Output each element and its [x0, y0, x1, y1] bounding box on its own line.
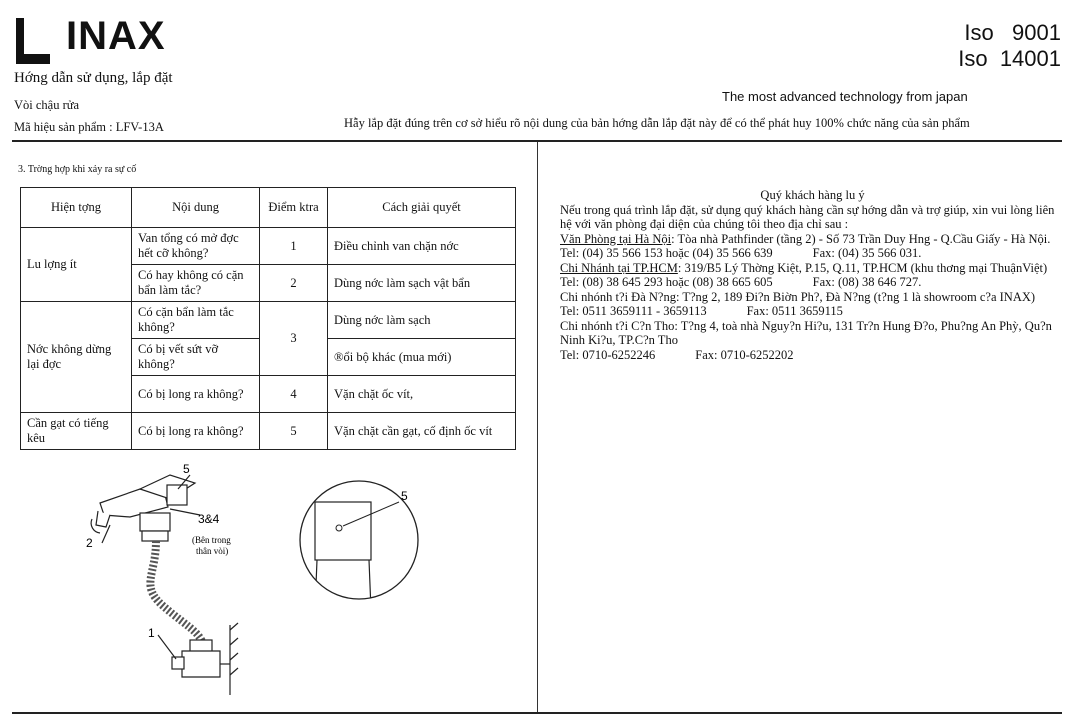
table-row — [21, 228, 516, 265]
detail-diagram — [295, 480, 435, 610]
nut-shape — [142, 531, 168, 541]
contact-heading: Quý khách hàng lu ý — [760, 188, 865, 202]
header-solution: Cách giải quyết — [328, 188, 516, 228]
hanoi-label: Văn Phòng tại Hà Nội — [560, 231, 672, 246]
cantho-phone-line — [560, 348, 1065, 363]
hanoi-tel: Tel: (04) 35 566 153 hoặc (04) 35 566 639 — [560, 246, 773, 260]
header-content: Nội dung — [132, 188, 260, 228]
check-cell: 2 — [260, 265, 328, 302]
solution-cell: ®ổi bộ khác (mua mới) — [328, 339, 516, 376]
column-divider — [537, 142, 538, 712]
check-cell: 3 — [260, 302, 328, 376]
hanoi-phone-line — [560, 246, 1065, 261]
bottom-divider — [12, 712, 1062, 714]
hcm-office — [560, 261, 1065, 276]
product-code: Mã hiệu sản phẩm : LFV-13A — [14, 120, 164, 134]
faucet-diagram — [70, 455, 260, 705]
danang-address: Chi nhónh t?i Đà N?ng: T?ng 2, 189 Đi?n Biờn Ph?, Đà N?ng (t?ng 1 là showroom c?a INAX) — [560, 289, 1036, 304]
hcm-phone-line — [560, 275, 1065, 290]
symptom-cell: Lu lợng ít — [21, 228, 132, 302]
callout-5: 5 — [183, 462, 190, 476]
valve-knob-shape — [172, 657, 184, 669]
callout-3-4: 3&4 — [198, 512, 220, 526]
table-row — [21, 413, 516, 450]
table-header-row — [21, 188, 516, 228]
iso-9001: Iso 9001 — [964, 20, 1061, 45]
header-symptom: Hiện tợng — [21, 188, 132, 228]
troubleshooting-table — [20, 187, 516, 450]
content-cell: Van tổng có mở đợc hết cỡ không? — [132, 228, 260, 265]
product-name: Vòi chậu rửa — [14, 98, 80, 112]
callout-2: 2 — [86, 536, 93, 550]
table-row — [21, 302, 516, 339]
inax-logo — [14, 10, 164, 66]
contact-intro: Nếu trong quá trình lắp đặt, sử dụng quý khách hàng cần sự hớng dẫn và trợ giúp, xin vui lòng liên hệ với văn phòng đại diện của chúng tôi theo địa chỉ sau : — [560, 202, 1055, 231]
hanoi-fax: Fax: (04) 35 566 031. — [812, 246, 922, 260]
check-cell: 5 — [260, 413, 328, 450]
solution-cell: Vặn chặt cần gạt, cố định ốc vít — [328, 413, 516, 450]
danang-fax: Fax: 0511 3659115 — [746, 304, 843, 318]
hanoi-address: : Tòa nhà Pathfinder (tầng 2) - Số 73 Trần Duy Hng - Q.Cầu Giấy - Hà Nội. — [671, 231, 1051, 246]
solution-cell: Điều chỉnh van chặn nớc — [328, 228, 516, 265]
stop-valve-shape — [182, 651, 220, 677]
handle-block-shape — [315, 502, 371, 560]
cantho-tel: Tel: 0710-6252246 — [560, 347, 656, 362]
iso-14001: Iso 14001 — [958, 46, 1061, 71]
callout-1: 1 — [148, 626, 155, 640]
hcm-fax: Fax: (08) 38 646 727. — [812, 275, 922, 289]
brand-name: INAX — [66, 14, 166, 58]
faucet-cap-shape — [167, 485, 187, 505]
contact-block — [560, 188, 1065, 362]
cantho-fax: Fax: 0710-6252202 — [695, 347, 794, 362]
header-check-point: Điểm ktra — [260, 188, 328, 228]
symptom-cell: Nớc không dừng lại đợc — [21, 302, 132, 413]
content-cell: Có bị long ra không? — [132, 376, 260, 413]
section-title: 3. Trờng hợp khi xảy ra sự cố — [18, 164, 137, 175]
hose-nut-shape — [190, 640, 212, 652]
tagline: The most advanced technology from japan — [722, 89, 968, 104]
hcm-tel: Tel: (08) 38 645 293 hoặc (08) 38 665 605 — [560, 275, 773, 289]
hanoi-office — [560, 232, 1065, 247]
content-cell: Có bị vết sứt vỡ không? — [132, 339, 260, 376]
base-shape — [140, 513, 170, 531]
document-title: Hớng dẫn sử dụng, lắp đặt — [14, 70, 173, 86]
symptom-cell: Cần gạt có tiếng kêu — [21, 413, 132, 450]
hcm-address: : 319/B5 Lý Thờng Kiệt, P.15, Q.11, TP.HCM (khu thơng mại ThuậnViệt) — [677, 260, 1048, 275]
solution-cell: Vặn chặt ốc vít, — [328, 376, 516, 413]
content-cell: Có cặn bẩn làm tắc không? — [132, 302, 260, 339]
content-cell: Có hay không có cặn bẩn làm tắc? — [132, 265, 260, 302]
solution-cell: Dùng nớc làm sạch vật bẩn — [328, 265, 516, 302]
cantho-address: Chi nhónh t?i C?n Tho: T?ng 4, toà nhà Nguy?n Hi?u, 131 Tr?n Hung Đ?o, Phu?ng An Phỳ, Qu?n Ninh Ki?u, TP.C?n Tho — [560, 318, 1052, 347]
check-cell: 1 — [260, 228, 328, 265]
inside-note-line2: thân vòi) — [196, 546, 229, 556]
content-cell: Có bị long ra không? — [132, 413, 260, 450]
danang-tel: Tel: 0511 3659111 - 3659113 — [560, 304, 707, 318]
danang-phone-line — [560, 304, 1065, 319]
solution-cell: Dùng nớc làm sạch — [328, 302, 516, 339]
logo-mark-icon — [14, 14, 54, 66]
hcm-label: Chi Nhánh tại TP.HCM — [560, 260, 678, 275]
install-note: Hẫy lắp đặt đúng trên cơ sở hiểu rõ nội dung của bản hớng dẫn lắp đặt này để có thể phát huy 100% chức năng của sản phẩm — [344, 116, 970, 130]
inside-note-line1: (Bên trong — [192, 535, 231, 545]
detail-callout-5: 5 — [401, 489, 408, 503]
check-cell: 4 — [260, 376, 328, 413]
